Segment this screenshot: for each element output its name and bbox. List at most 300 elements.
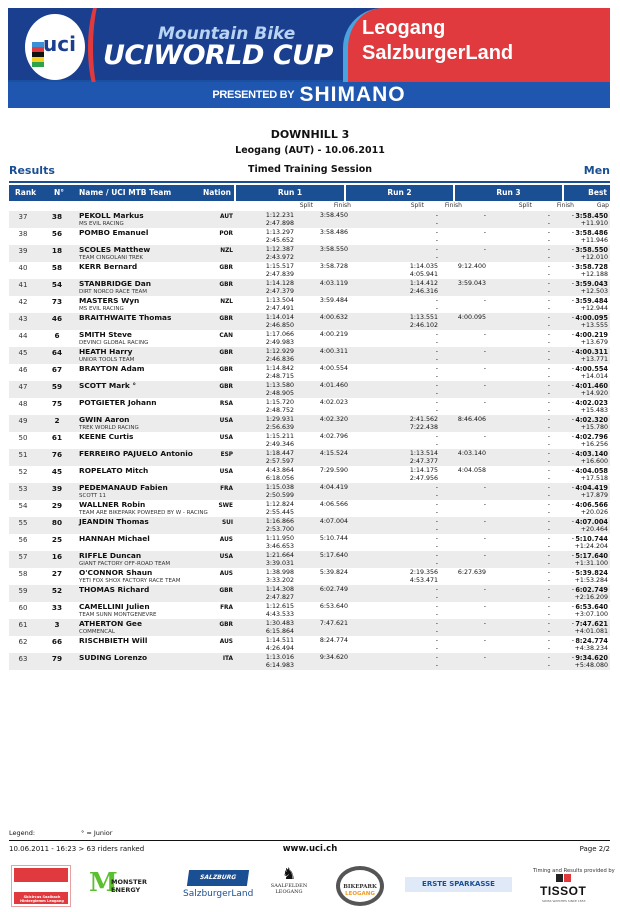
team-name: TEAM ARE BIKEPARK POWERED BY W - RACING <box>79 510 208 516</box>
run2-split2: - <box>435 543 438 550</box>
run2-split2: 2:46.316 <box>409 288 438 295</box>
table-row <box>9 619 610 636</box>
run1-finish: 4:02.320 <box>319 416 348 423</box>
run2-split1: 1:14.412 <box>409 280 438 287</box>
rider-name: PEKOLL Markus <box>79 211 144 220</box>
run1-finish: 3:58.728 <box>319 263 348 270</box>
run2-split1: - <box>435 382 438 389</box>
run1-split1: 1:16.866 <box>265 518 294 525</box>
run3-split2: - <box>547 645 550 652</box>
run2-finish: - <box>483 229 486 236</box>
run2-split2: - <box>435 594 438 601</box>
run3-split1: - <box>547 416 550 423</box>
nation-code: POR <box>219 231 233 237</box>
run3-split1: - <box>547 246 550 253</box>
run1-split2: 2:53.700 <box>265 526 294 533</box>
time-gap: +11.946 <box>580 237 608 244</box>
time-gap: +14.014 <box>580 373 608 380</box>
run1-split1: 1:13.016 <box>265 654 294 661</box>
run1-split2: 3:46.653 <box>265 543 294 550</box>
run3-finish: - <box>571 552 574 559</box>
table-row <box>9 245 610 262</box>
run2-finish: - <box>483 212 486 219</box>
run2-finish: - <box>483 535 486 542</box>
run2-split2: - <box>435 509 438 516</box>
run2-finish: 4:00.095 <box>457 314 486 321</box>
best-time: 5:17.640 <box>575 552 608 560</box>
run3-split1: - <box>547 280 550 287</box>
nation-code: FRA <box>220 605 233 611</box>
time-gap: +4:01.081 <box>574 628 608 635</box>
run1-finish: 4:00.554 <box>319 365 348 372</box>
tissot-logo: TISSOT <box>540 884 587 898</box>
run1-split2: 2:55.445 <box>265 509 294 516</box>
run1-split2: 2:48.905 <box>265 390 294 397</box>
run2-split1: - <box>435 212 438 219</box>
best-time: 4:03.140 <box>575 450 608 458</box>
team-name: TEAM SUNN MONTGENEVRE <box>79 612 157 618</box>
rider-name: GWIN Aaron <box>79 415 130 424</box>
nation-code: ESP <box>220 452 233 458</box>
nation-code: USA <box>219 469 233 475</box>
run2-finish: - <box>483 331 486 338</box>
timing-provider-label: Timing and Results provided by <box>533 868 615 874</box>
event-subtitle: Leogang (AUT) - 10.06.2011 <box>235 145 385 156</box>
best-time: 4:02.320 <box>575 416 608 424</box>
run3-finish: - <box>571 348 574 355</box>
rider-name: SUDING Lorenzo <box>79 653 148 662</box>
run3-finish: - <box>571 518 574 525</box>
rider-name: HEATH Harry <box>79 347 133 356</box>
run1-finish: 4:00.219 <box>319 331 348 338</box>
rider-name: PEDEMANAUD Fabien <box>79 483 168 492</box>
run2-finish: - <box>483 586 486 593</box>
run1-split1: 1:29.931 <box>265 416 294 423</box>
time-gap: +12.010 <box>580 254 608 261</box>
team-name: MS EVIL RACING <box>79 306 124 312</box>
best-time: 7:47.621 <box>575 620 608 628</box>
rider-name: RIFFLE Duncan <box>79 551 142 560</box>
run1-split2: 2:56.639 <box>265 424 294 431</box>
subheader-run3-finish: Finish <box>556 202 574 209</box>
bib-number: 66 <box>51 637 63 646</box>
saalfelden-leogang-logo: ♞ SAALFELDEN LEOGANG <box>270 864 308 895</box>
series-subtitle: Mountain Bike <box>158 24 296 44</box>
rider-name: KEENE Curtis <box>79 432 134 441</box>
run1-split1: 1:14.128 <box>265 280 294 287</box>
run2-finish: - <box>483 365 486 372</box>
run1-finish: 4:00.632 <box>319 314 348 321</box>
results-table-body <box>9 211 610 670</box>
run1-split1: 1:12.231 <box>265 212 294 219</box>
run2-split1: 2:41.562 <box>409 416 438 423</box>
run1-finish: 3:58.450 <box>319 212 348 219</box>
best-time: 3:58.450 <box>575 212 608 220</box>
bib-number: 3 <box>54 620 60 629</box>
run2-split2: - <box>435 662 438 669</box>
run2-finish: - <box>483 501 486 508</box>
run2-split1: - <box>435 399 438 406</box>
run3-split1: - <box>547 399 550 406</box>
run1-finish: 3:58.550 <box>319 246 348 253</box>
run2-finish: - <box>483 603 486 610</box>
nation-code: GBR <box>219 265 233 271</box>
run1-finish: 4:02.023 <box>319 399 348 406</box>
rider-rank: 45 <box>18 349 28 357</box>
table-row <box>9 381 610 398</box>
run2-finish: - <box>483 484 486 491</box>
run3-split1: - <box>547 637 550 644</box>
monster-energy-logo: M MONSTER ENERGY <box>89 868 147 898</box>
subheader-run2-split: Split <box>410 202 424 209</box>
run2-split1: - <box>435 603 438 610</box>
team-name: GIANT FACTORY OFF-ROAD TEAM <box>79 561 171 567</box>
run3-split1: - <box>547 654 550 661</box>
run2-split1: 2:19.356 <box>409 569 438 576</box>
header-rank: Rank <box>15 188 37 197</box>
bib-number: 79 <box>51 654 63 663</box>
run1-finish: 5:10.744 <box>319 535 348 542</box>
time-gap: +1:24.204 <box>574 543 608 550</box>
uci-logo <box>25 14 85 80</box>
bib-number: 39 <box>51 484 63 493</box>
run1-finish: 4:02.796 <box>319 433 348 440</box>
rider-rank: 63 <box>18 655 28 663</box>
bib-number: 38 <box>51 212 63 221</box>
run1-split1: 1:12.615 <box>265 603 294 610</box>
rider-name: JEANDIN Thomas <box>79 517 149 526</box>
nation-code: NZL <box>220 248 233 254</box>
run3-split1: - <box>547 382 550 389</box>
rider-name: SCOLES Matthew <box>79 245 151 254</box>
run3-split1: - <box>547 569 550 576</box>
rider-rank: 41 <box>18 281 28 289</box>
best-time: 3:58.728 <box>575 263 608 271</box>
run1-split2: 2:48.715 <box>265 373 294 380</box>
skicircus-logo: Skicircus Saalbach Hinterglemm Leogang <box>12 866 70 906</box>
run3-split2: - <box>547 543 550 550</box>
run2-finish: 3:59.043 <box>457 280 486 287</box>
rider-rank: 59 <box>18 587 28 595</box>
nation-code: SUI <box>221 520 233 526</box>
best-time: 4:00.554 <box>575 365 608 373</box>
run2-split2: - <box>435 390 438 397</box>
run1-finish: 8:24.774 <box>319 637 348 644</box>
nation-code: GBR <box>219 367 233 373</box>
rider-rank: 53 <box>18 485 28 493</box>
table-row <box>9 364 610 381</box>
run1-split2: 2:45.652 <box>265 237 294 244</box>
erste-sparkasse-logo: ERSTE SPARKASSE <box>405 877 512 892</box>
run2-split1: - <box>435 620 438 627</box>
run2-split1: 1:14.175 <box>409 467 438 474</box>
best-time: 4:00.095 <box>575 314 608 322</box>
run3-split1: - <box>547 450 550 457</box>
run1-split2: 2:47.491 <box>265 305 294 312</box>
time-gap: +4:38.234 <box>574 645 608 652</box>
rider-rank: 48 <box>18 400 28 408</box>
run3-split2: - <box>547 424 550 431</box>
run3-finish: - <box>571 654 574 661</box>
run1-finish: 5:17.640 <box>319 552 348 559</box>
run1-split2: 2:47.898 <box>265 220 294 227</box>
run3-finish: - <box>571 603 574 610</box>
nation-code: USA <box>219 435 233 441</box>
run3-split2: - <box>547 611 550 618</box>
run3-split2: - <box>547 407 550 414</box>
run2-split2: - <box>435 373 438 380</box>
run1-finish: 4:06.566 <box>319 501 348 508</box>
run3-split1: - <box>547 620 550 627</box>
team-name: YETI FOX SHOX FACTORY RACE TEAM <box>79 578 181 584</box>
footer-divider <box>9 840 610 841</box>
nation-code: GBR <box>219 316 233 322</box>
nation-code: AUS <box>219 571 233 577</box>
rider-name: SMITH Steve <box>79 330 132 339</box>
table-row <box>9 211 610 228</box>
run3-finish: - <box>571 246 574 253</box>
time-gap: +17.879 <box>580 492 608 499</box>
table-row <box>9 449 610 466</box>
footer-website-link[interactable]: www.uci.ch <box>282 844 338 854</box>
run3-finish: - <box>571 229 574 236</box>
bib-number: 58 <box>51 263 63 272</box>
run1-split2: 2:49.983 <box>265 339 294 346</box>
header-best: Best <box>564 185 610 201</box>
title-divider <box>9 181 610 183</box>
time-gap: +16.256 <box>580 441 608 448</box>
team-name: MS EVIL RACING <box>79 221 124 227</box>
run1-split1: 1:13.504 <box>265 297 294 304</box>
nation-code: RSA <box>219 401 233 407</box>
run1-split1: 1:12.387 <box>265 246 294 253</box>
legend-value: ° = Junior <box>81 829 113 837</box>
run1-split2: 2:47.827 <box>265 594 294 601</box>
run2-split2: - <box>435 645 438 652</box>
rider-name: ROPELATO Mitch <box>79 466 149 475</box>
run3-split2: - <box>547 458 550 465</box>
run2-split2: - <box>435 492 438 499</box>
legend-label: Legend: <box>9 829 36 837</box>
run3-split1: - <box>547 484 550 491</box>
nation-code: GBR <box>219 384 233 390</box>
subheader-run3-split: Split <box>518 202 532 209</box>
run2-finish: - <box>483 552 486 559</box>
run1-split2: 2:43.972 <box>265 254 294 261</box>
run3-finish: - <box>571 331 574 338</box>
nation-code: GBR <box>219 282 233 288</box>
run2-finish: - <box>483 382 486 389</box>
run3-split1: - <box>547 365 550 372</box>
best-time: 4:06.566 <box>575 501 608 509</box>
run2-split1: - <box>435 552 438 559</box>
run2-split1: - <box>435 331 438 338</box>
bib-number: 56 <box>51 229 63 238</box>
rider-name: BRAITHWAITE Thomas <box>79 313 172 322</box>
run3-split2: - <box>547 594 550 601</box>
category-label: Men <box>583 164 610 177</box>
table-row <box>9 534 610 551</box>
time-gap: +12.944 <box>580 305 608 312</box>
rider-name: KERR Bernard <box>79 262 138 271</box>
run3-split2: - <box>547 492 550 499</box>
run1-split2: 6:18.056 <box>265 475 294 482</box>
run1-split1: 1:14.014 <box>265 314 294 321</box>
run1-finish: 4:01.460 <box>319 382 348 389</box>
run2-split1: 1:13.551 <box>409 314 438 321</box>
nation-code: USA <box>219 418 233 424</box>
bib-number: 2 <box>54 416 60 425</box>
lion-icon: ♞ <box>281 864 297 883</box>
rider-name: RISCHBIETH Will <box>79 636 148 645</box>
sponsor-bar <box>0 862 620 910</box>
nation-code: AUS <box>219 537 233 543</box>
bib-number: 61 <box>51 433 63 442</box>
bib-number: 73 <box>51 297 63 306</box>
best-time: 6:02.749 <box>575 586 608 594</box>
run3-split2: - <box>547 220 550 227</box>
rider-rank: 52 <box>18 468 28 476</box>
nation-code: NZL <box>220 299 233 305</box>
run1-finish: 3:59.484 <box>319 297 348 304</box>
table-row <box>9 585 610 602</box>
run1-split1: 1:11.950 <box>265 535 294 542</box>
run3-split2: - <box>547 254 550 261</box>
run3-split1: - <box>547 586 550 593</box>
run1-split1: 1:14.308 <box>265 586 294 593</box>
run2-split1: - <box>435 518 438 525</box>
rider-rank: 55 <box>18 519 28 527</box>
run3-finish: - <box>571 637 574 644</box>
time-gap: +20.464 <box>580 526 608 533</box>
time-gap: +3:07.100 <box>574 611 608 618</box>
run2-split1: - <box>435 654 438 661</box>
run2-split1: 1:13.514 <box>409 450 438 457</box>
team-name: TREK WORLD RACING <box>79 425 139 431</box>
run3-finish: - <box>571 620 574 627</box>
team-name: DIRT NORCO RACE TEAM <box>79 289 147 295</box>
run2-split1: - <box>435 586 438 593</box>
run2-split2: - <box>435 356 438 363</box>
run1-finish: 4:04.419 <box>319 484 348 491</box>
bib-number: 33 <box>51 603 63 612</box>
run2-split2: - <box>435 237 438 244</box>
best-time: 5:39.824 <box>575 569 608 577</box>
best-time: 4:02.796 <box>575 433 608 441</box>
time-gap: +13.679 <box>580 339 608 346</box>
rider-rank: 56 <box>18 536 28 544</box>
footer-timestamp: 10.06.2011 - 16:23 > 63 riders ranked <box>9 845 145 853</box>
rider-rank: 60 <box>18 604 28 612</box>
header-nation: Nation <box>203 188 231 197</box>
run3-split2: - <box>547 322 550 329</box>
run2-split2: 2:47.377 <box>409 458 438 465</box>
run3-finish: - <box>571 535 574 542</box>
run2-split1: - <box>435 246 438 253</box>
rider-name: BRAYTON Adam <box>79 364 145 373</box>
run3-split1: - <box>547 297 550 304</box>
run2-finish: - <box>483 637 486 644</box>
bib-number: 29 <box>51 501 63 510</box>
time-gap: +12.503 <box>580 288 608 295</box>
run3-split1: - <box>547 314 550 321</box>
team-name: COMMENCAL <box>79 629 115 635</box>
run3-split2: - <box>547 356 550 363</box>
run1-split1: 1:15.517 <box>265 263 294 270</box>
presented-by-label: PRESENTED BY <box>212 89 295 101</box>
run1-split2: 2:46.850 <box>265 322 294 329</box>
run2-finish: - <box>483 297 486 304</box>
rider-rank: 43 <box>18 315 28 323</box>
time-gap: +20.026 <box>580 509 608 516</box>
nation-code: ITA <box>222 656 233 662</box>
best-time: 3:59.043 <box>575 280 608 288</box>
run2-finish: 4:03.140 <box>457 450 486 457</box>
best-time: 3:58.550 <box>575 246 608 254</box>
bib-number: 75 <box>51 399 63 408</box>
run3-split1: - <box>547 212 550 219</box>
run2-split1: - <box>435 637 438 644</box>
run3-split2: - <box>547 305 550 312</box>
run3-finish: - <box>571 501 574 508</box>
run2-split1: 1:14.035 <box>409 263 438 270</box>
run3-finish: - <box>571 314 574 321</box>
run1-split1: 1:15.211 <box>265 433 294 440</box>
nation-code: AUS <box>219 639 233 645</box>
best-time: 5:10.744 <box>575 535 608 543</box>
results-label: Results <box>9 164 55 177</box>
run3-split1: - <box>547 467 550 474</box>
rider-rank: 37 <box>18 213 28 221</box>
time-gap: +17.518 <box>580 475 608 482</box>
run3-finish: - <box>571 399 574 406</box>
subheader-run1-split: Split <box>299 202 313 209</box>
run3-split2: - <box>547 628 550 635</box>
table-row <box>9 330 610 347</box>
run1-split1: 1:12.824 <box>265 501 294 508</box>
run3-split1: - <box>547 501 550 508</box>
run1-split1: 1:15.720 <box>265 399 294 406</box>
run2-split1: - <box>435 348 438 355</box>
run2-split2: - <box>435 526 438 533</box>
run2-finish: 6:27.639 <box>457 569 486 576</box>
best-time: 3:59.484 <box>575 297 608 305</box>
run3-split2: - <box>547 560 550 567</box>
run3-split2: - <box>547 441 550 448</box>
header-run3: Run 3 <box>455 185 562 201</box>
bib-number: 76 <box>51 450 63 459</box>
run3-split1: - <box>547 535 550 542</box>
run1-split2: 2:48.752 <box>265 407 294 414</box>
run1-split1: 1:15.038 <box>265 484 294 491</box>
rider-name: CAMELLINI Julien <box>79 602 150 611</box>
venue-line-1: Leogang <box>362 17 446 39</box>
nation-code: AUT <box>220 214 233 220</box>
header-run1: Run 1 <box>236 185 344 201</box>
run1-split2: 2:47.839 <box>265 271 294 278</box>
run1-finish: 4:07.004 <box>319 518 348 525</box>
run2-split1: - <box>435 365 438 372</box>
run2-split2: - <box>435 628 438 635</box>
run2-finish: - <box>483 433 486 440</box>
run3-split2: - <box>547 339 550 346</box>
run2-split2: 2:47.956 <box>409 475 438 482</box>
nation-code: GBR <box>219 588 233 594</box>
run2-finish: - <box>483 399 486 406</box>
run1-split2: 4:26.494 <box>265 645 294 652</box>
rider-rank: 47 <box>18 383 28 391</box>
run3-finish: - <box>571 484 574 491</box>
